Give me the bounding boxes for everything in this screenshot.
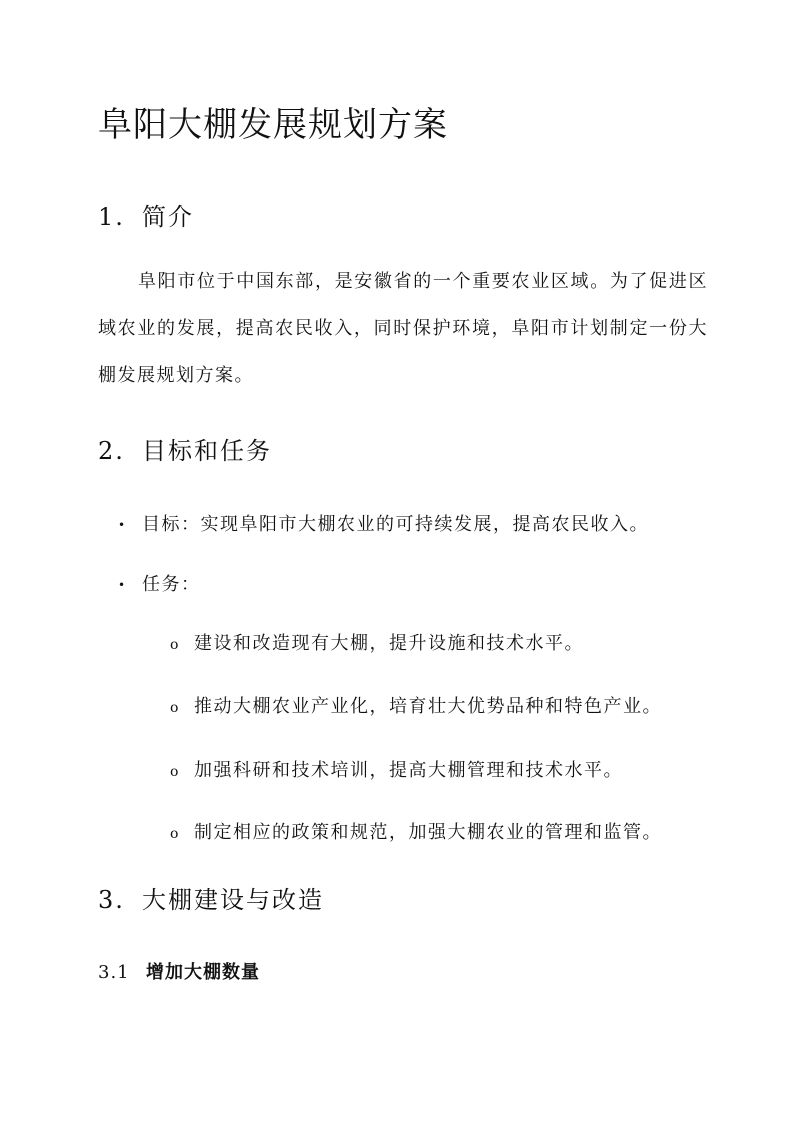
document-title: 阜阳大棚发展规划方案 (98, 105, 448, 145)
section-2-number: 2. (98, 437, 125, 465)
bullet-icon: • (118, 578, 127, 592)
circle-bullet-icon: o (170, 700, 180, 716)
sub-item-text: 推动大棚农业产业化，培育壮大优势品种和特色产业。 (194, 696, 662, 717)
section-3-title: 大棚建设与改造 (142, 886, 324, 914)
circle-bullet-icon: o (170, 764, 180, 780)
bullet-item-goal (118, 510, 649, 536)
bullet-icon: • (118, 518, 127, 532)
bullet-text: 任务： (142, 574, 201, 595)
section-1-title: 简介 (142, 203, 194, 231)
subsection-3-1-heading (98, 958, 260, 984)
subsection-3-1-title: 增加大棚数量 (146, 962, 260, 983)
subsection-3-1-number: 3.1 (98, 962, 130, 983)
section-3-number: 3. (98, 886, 125, 914)
section-2-title: 目标和任务 (142, 437, 272, 465)
circle-bullet-icon: o (170, 826, 180, 842)
section-1-number: 1. (98, 203, 125, 231)
circle-bullet-icon: o (170, 637, 180, 653)
sub-item-4 (170, 818, 662, 844)
section-1-heading (98, 197, 194, 232)
sub-item-text: 建设和改造现有大棚，提升设施和技术水平。 (194, 633, 584, 654)
bullet-text: 目标：实现阜阳市大棚农业的可持续发展，提高农民收入。 (142, 514, 649, 535)
sub-item-1 (170, 629, 584, 655)
sub-item-text: 加强科研和技术培训，提高大棚管理和技术水平。 (194, 760, 623, 781)
sub-item-3 (170, 756, 623, 782)
sub-item-2 (170, 692, 662, 718)
bullet-item-tasks (118, 570, 201, 596)
section-1-paragraph: 阜阳市位于中国东部，是安徽省的一个重要农业区域。为了促进区域农业的发展，提高农民收入，同时保护环境，阜阳市计划制定一份大棚发展规划方案。 (98, 271, 708, 386)
sub-item-text: 制定相应的政策和规范，加强大棚农业的管理和监管。 (194, 822, 662, 843)
section-2-heading (98, 431, 272, 466)
section-3-heading (98, 880, 324, 915)
